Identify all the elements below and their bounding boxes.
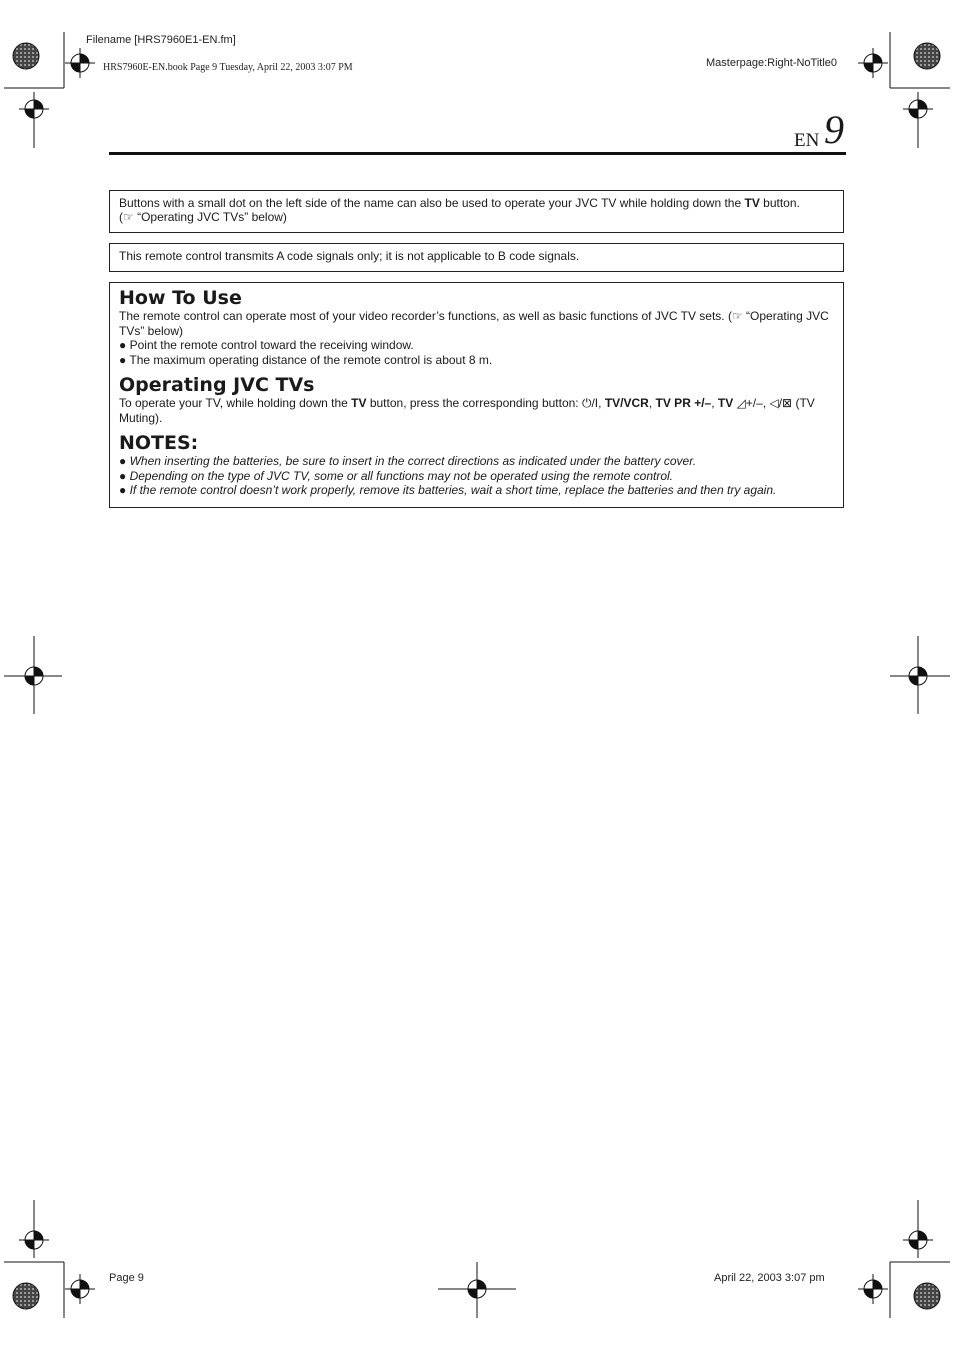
- operating-jvc-body: To operate your TV, while holding down the TV button, press the corresponding button: ⏻/I, TV/VCR, TV PR +/–, TV ◿+/–, ◁/⊠ (TV Muting).: [119, 396, 815, 425]
- masterpage-label: Masterpage:Right-NoTitle0: [706, 57, 838, 69]
- power-icon: ⏻/I: [581, 396, 599, 410]
- list-item: ● The maximum operating distance of the remote control is about 8 m.: [119, 352, 493, 367]
- footer-date-label: April 22, 2003 3:07 pm: [714, 1272, 825, 1284]
- list-item: ● If the remote control doesn’t work properly, remove its batteries, wait a short time, replace the batteries and then try again.: [119, 483, 777, 497]
- footer-page-label: Page 9: [109, 1272, 144, 1284]
- volume-icon: ◿+/–: [736, 396, 763, 410]
- language-code: EN: [794, 130, 820, 151]
- how-to-use-body: The remote control can operate most of your video recorder’s functions, as well as basic functions of JVC TV sets. (☞ “Operating JVC TVs” below): [119, 309, 829, 338]
- mute-icon: ◁/⊠: [769, 396, 793, 410]
- page-number: 9: [824, 107, 844, 152]
- list-item: ● Depending on the type of JVC TV, some or all functions may not be operated using the remote control.: [119, 468, 674, 483]
- notes-heading: NOTES:: [119, 432, 199, 454]
- book-info-line: HRS7960E-EN.book Page 9 Tuesday, April 22, 2003 3:07 PM: [103, 62, 353, 73]
- filename-label: Filename [HRS7960E1-EN.fm]: [86, 34, 236, 46]
- code-signal-note-text: This remote control transmits A code signals only; it is not applicable to B code signals.: [119, 249, 580, 263]
- how-to-use-heading: How To Use: [119, 287, 242, 309]
- list-item: ● When inserting the batteries, be sure to insert in the correct directions as indicated under the battery cover.: [119, 454, 697, 468]
- operating-jvc-heading: Operating JVC TVs: [119, 374, 315, 396]
- tv-dot-note-reference: (☞ “Operating JVC TVs” below): [119, 210, 287, 224]
- tv-dot-note-text: Buttons with a small dot on the left side of the name can also be used to operate your JVC TV while holding down the TV button.: [119, 196, 800, 210]
- registration-target-icon: [13, 43, 940, 1309]
- list-item: ● Point the remote control toward the receiving window.: [119, 338, 414, 352]
